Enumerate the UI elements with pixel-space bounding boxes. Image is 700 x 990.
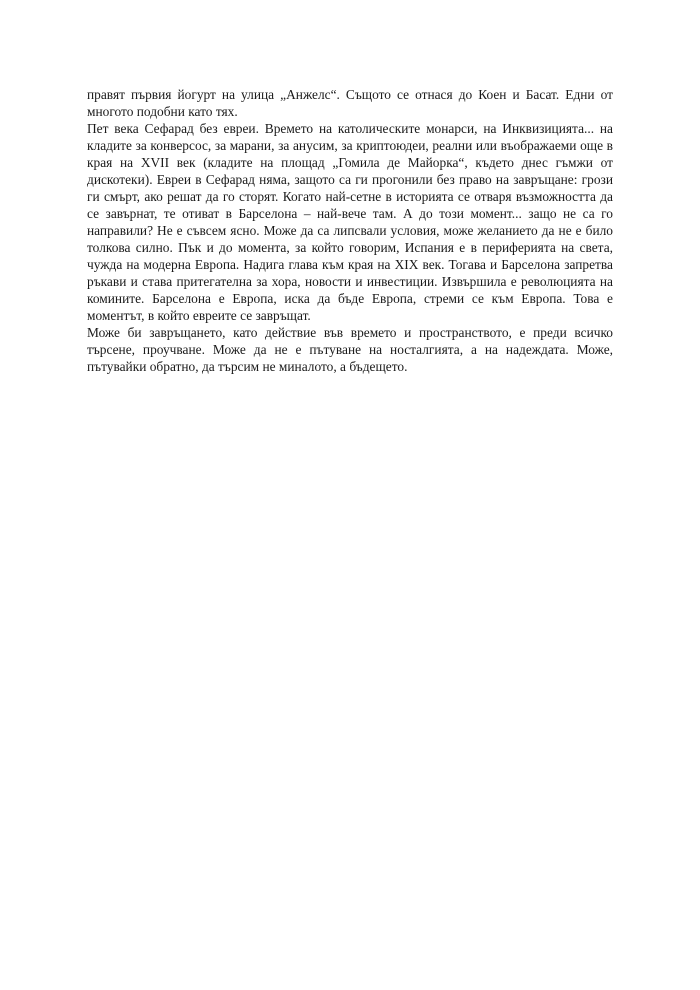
- paragraph-3: Може би завръщането, като действие във времето и пространството, е преди всичко търсене, проучване. Може да не е пътуване на носталгията, а на надеждата. Може, пътувайки обратно, да търсим не миналото, а бъдещето.: [87, 325, 613, 374]
- body-text: [87, 86, 613, 375]
- paragraph-2: Пет века Сефарад без евреи. Времето на католическите монарси, на Инквизицията... на кладите за конверсос, за марани, за анусим, за криптоюдеи, реални или въображаеми още в края на XVII век (кладите на площад „Гомила де Майорка“, където днес гъмжи от дискотеки). Евреи в Сефарад няма, защото са ги прогонили без право на завръщане: грози ги смърт, ако решат да го сторят. Когато най-сетне в историята се отваря възможността да се завърнат, те отиват в Барселона – най-вече там. А до този момент... защо не са го направили? Не е съвсем ясно. Може да са липсвали условия, може желанието да не е било толкова силно. Пък и до момента, за който говорим, Испания е в периферията на света, чужда на модерна Европа. Надига глава към края на XIX век. Тогава и Барселона запретва ръкави и става притегателна за хора, новости и инвестиции. Извършила е революцията на комините. Барселона е Европа, иска да бъде Европа, стреми се към Европа. Това е моментът, в който евреите се завръщат.: [87, 121, 613, 323]
- paragraph-1: правят първия йогурт на улица „Анжелс“. Същото се отнася до Коен и Басат. Едни от многото подобни като тях.: [87, 87, 613, 119]
